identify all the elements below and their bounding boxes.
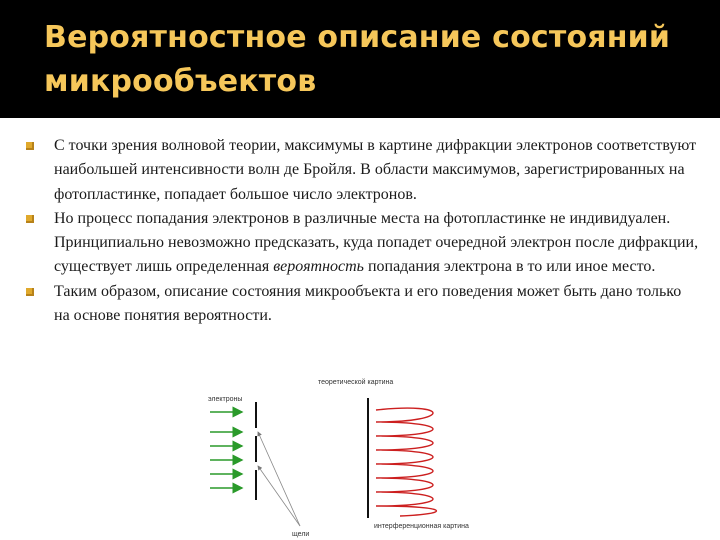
bullet-text: С точки зрения волновой теории, максимумы в картине дифракции электронов соответствуют наибольшей интенсивности волн де Бройля. В области максимумов, зарегистрированных на фотопластинке, попадает большое число электронов. xyxy=(54,137,697,203)
bullet-square-icon xyxy=(26,215,34,223)
incoming-electron-arrows xyxy=(210,412,242,488)
bullet-item xyxy=(20,134,700,207)
label-electrons: электроны xyxy=(208,396,243,403)
interference-wave xyxy=(376,408,436,516)
bullet-text: Таким образом, описание состояния микрообъекта и его поведения может быть дано только на основе понятия вероятности. xyxy=(54,282,682,325)
bullet-square-icon xyxy=(26,288,34,296)
bullet-list xyxy=(20,134,700,328)
bullet-emphasis: вероятность xyxy=(273,258,364,276)
slide-title: Вероятностное описание состояний микрообъектов xyxy=(44,20,671,99)
label-top: теоретической картина xyxy=(318,379,394,386)
label-pattern: интерференционная картина xyxy=(374,523,469,530)
bullet-text-after: попадания электрона в то или иное место. xyxy=(363,258,656,276)
bullet-square-icon xyxy=(26,142,34,150)
diffraction-diagram xyxy=(200,376,500,540)
bullet-item xyxy=(20,280,700,329)
bullet-item xyxy=(20,207,700,280)
bullet-text-before: Но процесс попадания электронов в различные места на фотопластинке не индивидуален. Принципиально невозможно предсказать, куда попадет очередной электрон после дифракции, существует лишь определенная xyxy=(54,209,699,276)
label-slits: щели xyxy=(292,531,310,538)
slit-pointer-lines xyxy=(258,432,300,526)
